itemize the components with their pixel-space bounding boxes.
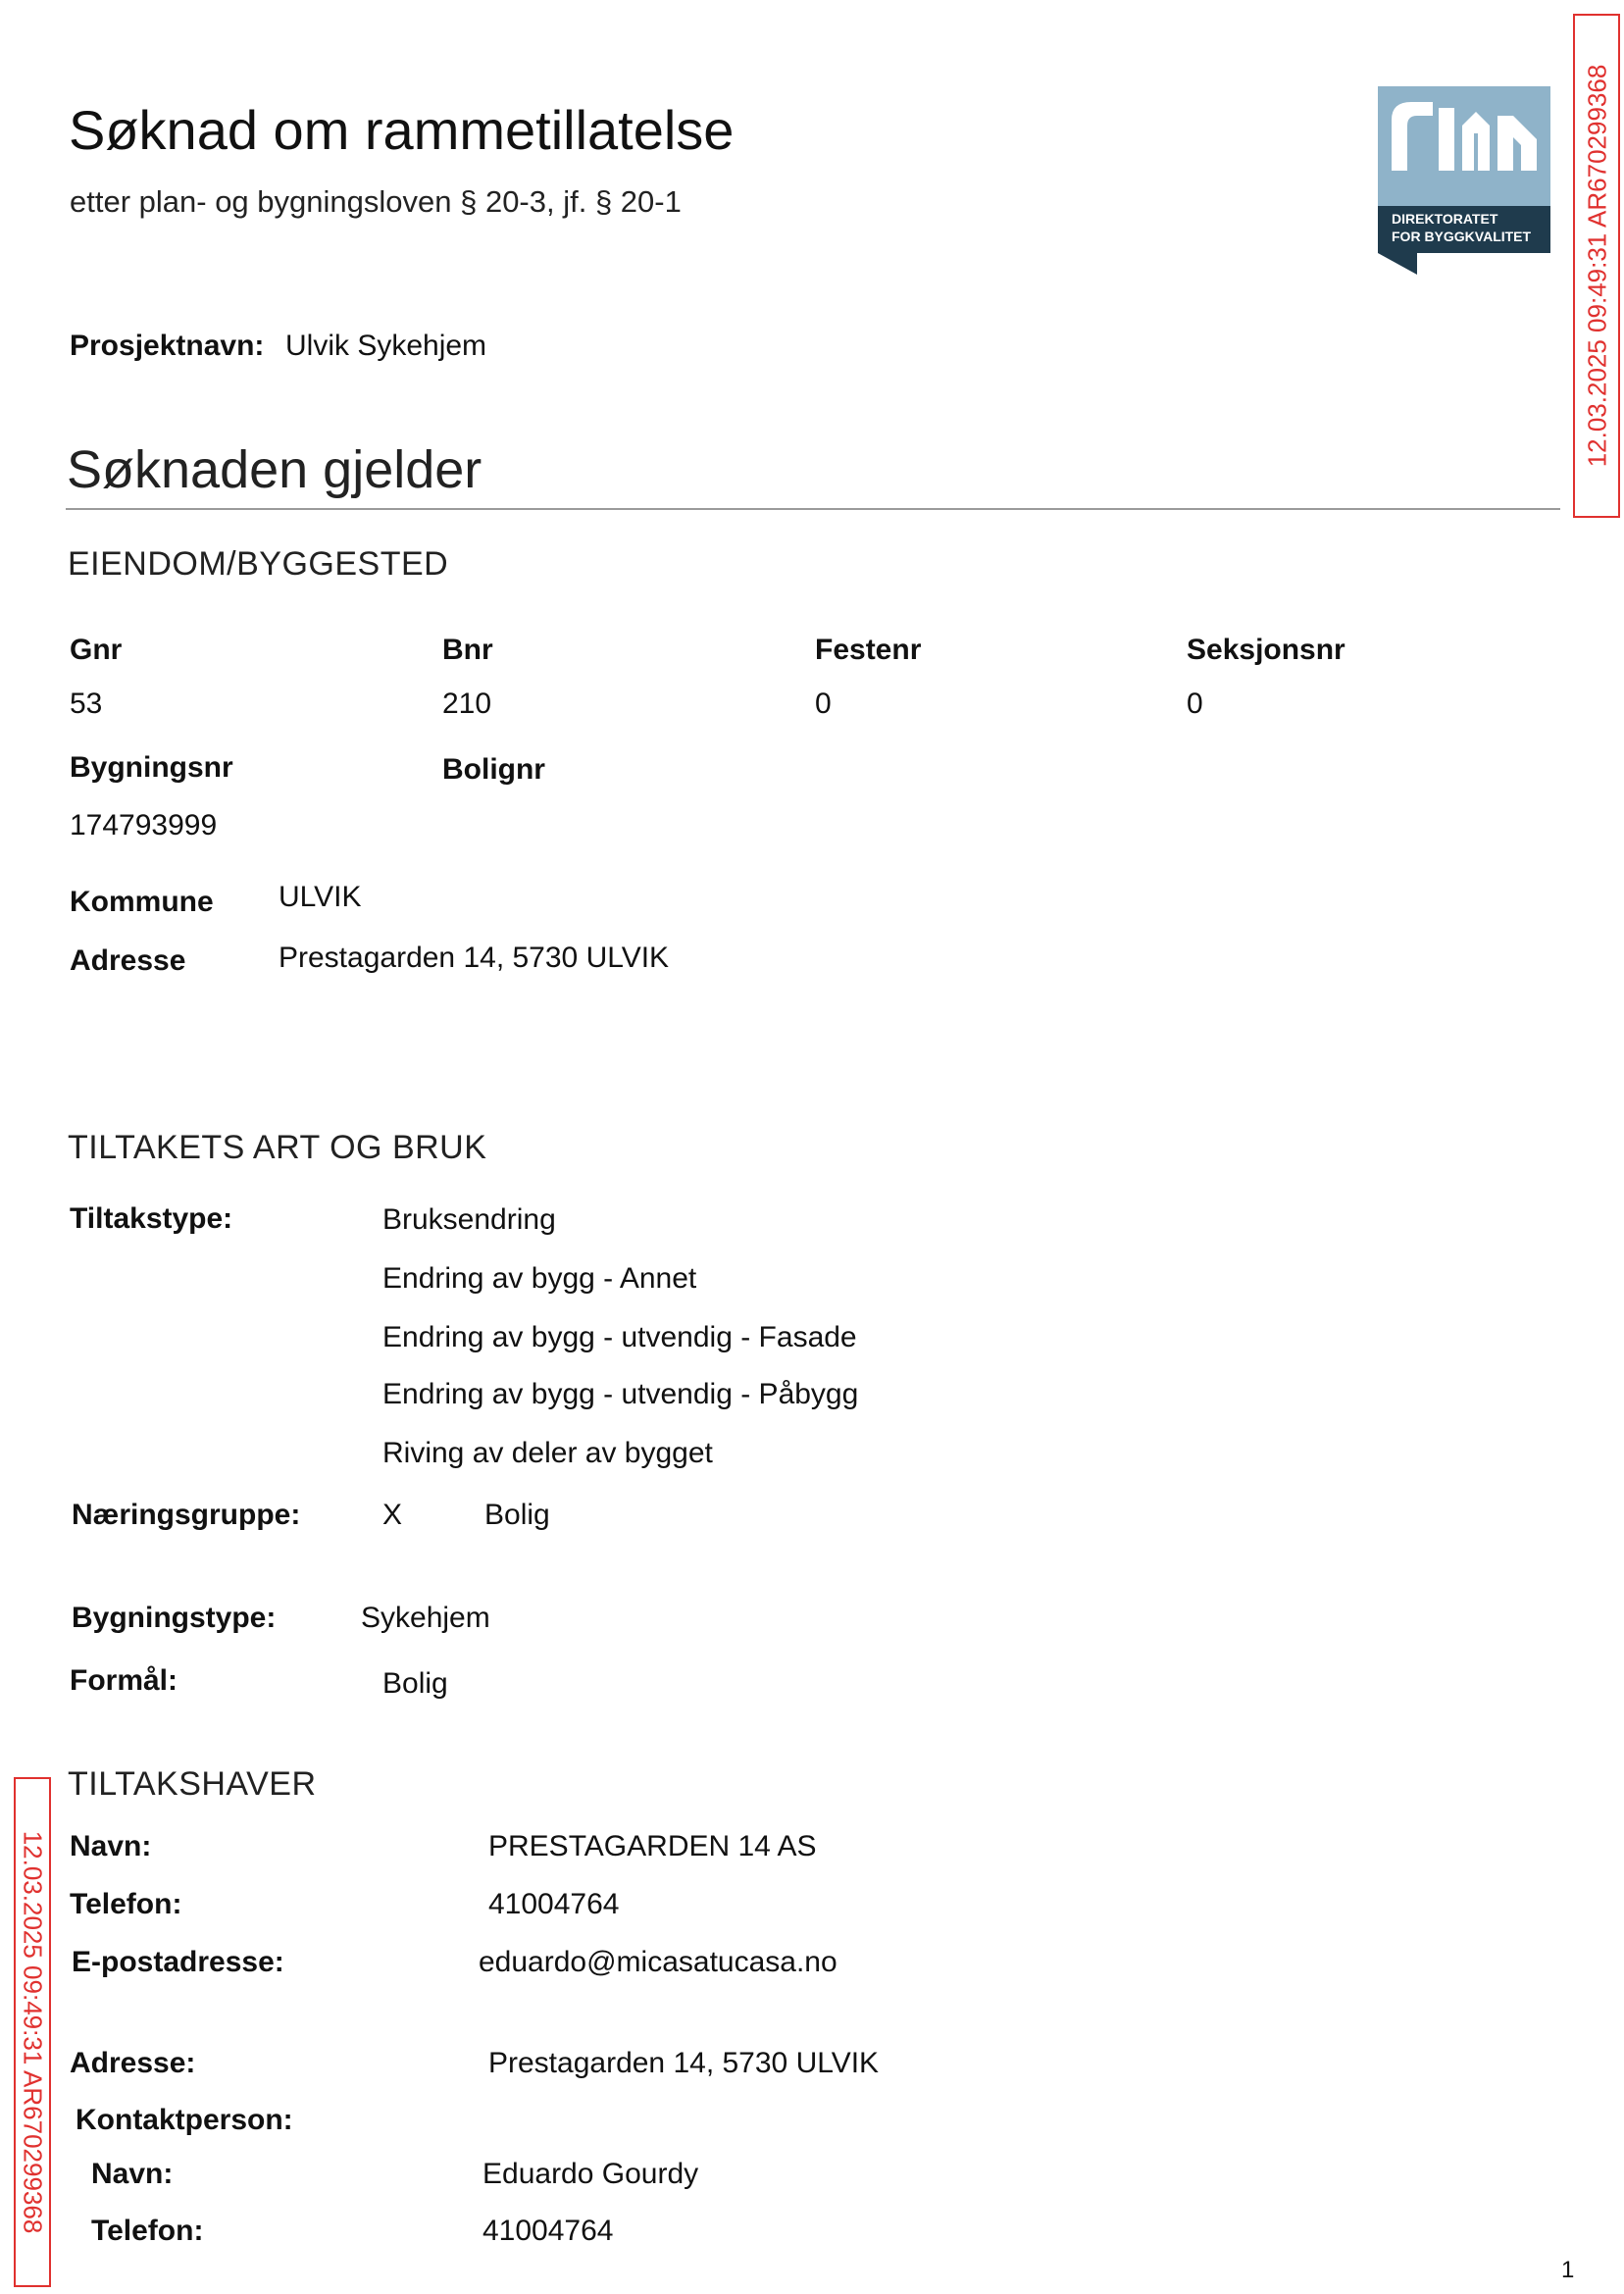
document-title: Søknad om rammetillatelse — [69, 99, 735, 161]
tiltakshaver-epost-value: eduardo@micasatucasa.no — [479, 1946, 837, 1978]
logo-text-line2: FOR BYGGKVALITET — [1392, 229, 1532, 244]
tiltakshaver-adresse-value: Prestagarden 14, 5730 ULVIK — [488, 2047, 880, 2079]
naeringsgruppe-code: X — [382, 1499, 403, 1531]
tiltakshaver-telefon-label: Telefon: — [70, 1888, 182, 1920]
bygningsnr-value: 174793999 — [70, 809, 218, 841]
bygningsnr-label: Bygningsnr — [70, 751, 233, 784]
gnr-value: 53 — [70, 688, 103, 720]
page-number: 1 — [1561, 2257, 1575, 2283]
kontaktperson-telefon-label: Telefon: — [91, 2215, 204, 2247]
formal-value: Bolig — [382, 1667, 448, 1700]
bnr-value: 210 — [442, 688, 492, 720]
kontaktperson-navn-value: Eduardo Gourdy — [482, 2158, 699, 2190]
seksjonsnr-label: Seksjonsnr — [1187, 634, 1345, 666]
dibk-logo — [1378, 86, 1550, 275]
tiltakshaver-heading: TILTAKSHAVER — [68, 1765, 317, 1803]
naeringsgruppe-value: Bolig — [484, 1499, 550, 1531]
bnr-label: Bnr — [442, 634, 493, 666]
tiltakshaver-navn-label: Navn: — [70, 1830, 152, 1862]
adresse-value: Prestagarden 14, 5730 ULVIK — [279, 942, 670, 974]
kommune-value: ULVIK — [279, 881, 362, 913]
bolignr-label: Bolignr — [442, 753, 545, 786]
tiltakshaver-telefon-value: 41004764 — [488, 1888, 620, 1920]
tiltakstype-item: Endring av bygg - utvendig - Påbygg — [382, 1378, 859, 1410]
kontaktperson-navn-label: Navn: — [91, 2158, 174, 2190]
tiltakshaver-navn-value: PRESTAGARDEN 14 AS — [488, 1830, 817, 1862]
section-title: Søknaden gjelder — [67, 440, 482, 499]
tiltakstype-label: Tiltakstype: — [70, 1202, 233, 1235]
tiltakshaver-adresse-label: Adresse: — [70, 2047, 196, 2079]
seksjonsnr-value: 0 — [1187, 688, 1203, 720]
logo-text-line1: DIREKTORATET — [1392, 211, 1498, 227]
bygningstype-label: Bygningstype: — [72, 1602, 277, 1634]
tiltakstype-item: Riving av deler av bygget — [382, 1437, 713, 1469]
project-name-value: Ulvik Sykehjem — [285, 330, 487, 362]
tiltakstype-item: Bruksendring — [382, 1203, 556, 1236]
tiltakstype-item: Endring av bygg - utvendig - Fasade — [382, 1321, 857, 1353]
tiltakstype-item: Endring av bygg - Annet — [382, 1262, 697, 1295]
tiltak-heading: TILTAKETS ART OG BRUK — [68, 1129, 487, 1166]
timestamp-stamp-text: 12.03.2025 09:49:31 AR670299368 — [1582, 64, 1612, 468]
naeringsgruppe-label: Næringsgruppe: — [72, 1499, 301, 1531]
kommune-label: Kommune — [70, 886, 214, 918]
timestamp-stamp-text: 12.03.2025 09:49:31 AR670299368 — [18, 1830, 48, 2234]
kontaktperson-telefon-value: 41004764 — [482, 2215, 614, 2247]
festenr-value: 0 — [815, 688, 832, 720]
section-divider — [66, 508, 1560, 510]
formal-label: Formål: — [70, 1664, 178, 1697]
kontaktperson-label: Kontaktperson: — [76, 2104, 293, 2136]
eiendom-heading: EIENDOM/BYGGESTED — [68, 545, 449, 583]
bygningstype-value: Sykehjem — [361, 1602, 490, 1634]
document-subtitle: etter plan- og bygningsloven § 20-3, jf. § 20-1 — [70, 184, 682, 219]
gnr-label: Gnr — [70, 634, 123, 666]
adresse-label: Adresse — [70, 944, 186, 977]
timestamp-stamp-top — [1573, 14, 1620, 518]
dibk-logo-icon — [1378, 86, 1550, 275]
festenr-label: Festenr — [815, 634, 922, 666]
timestamp-stamp-left — [14, 1777, 51, 2287]
tiltakshaver-epost-label: E-postadresse: — [72, 1946, 284, 1978]
project-name-label: Prosjektnavn: — [70, 330, 265, 362]
